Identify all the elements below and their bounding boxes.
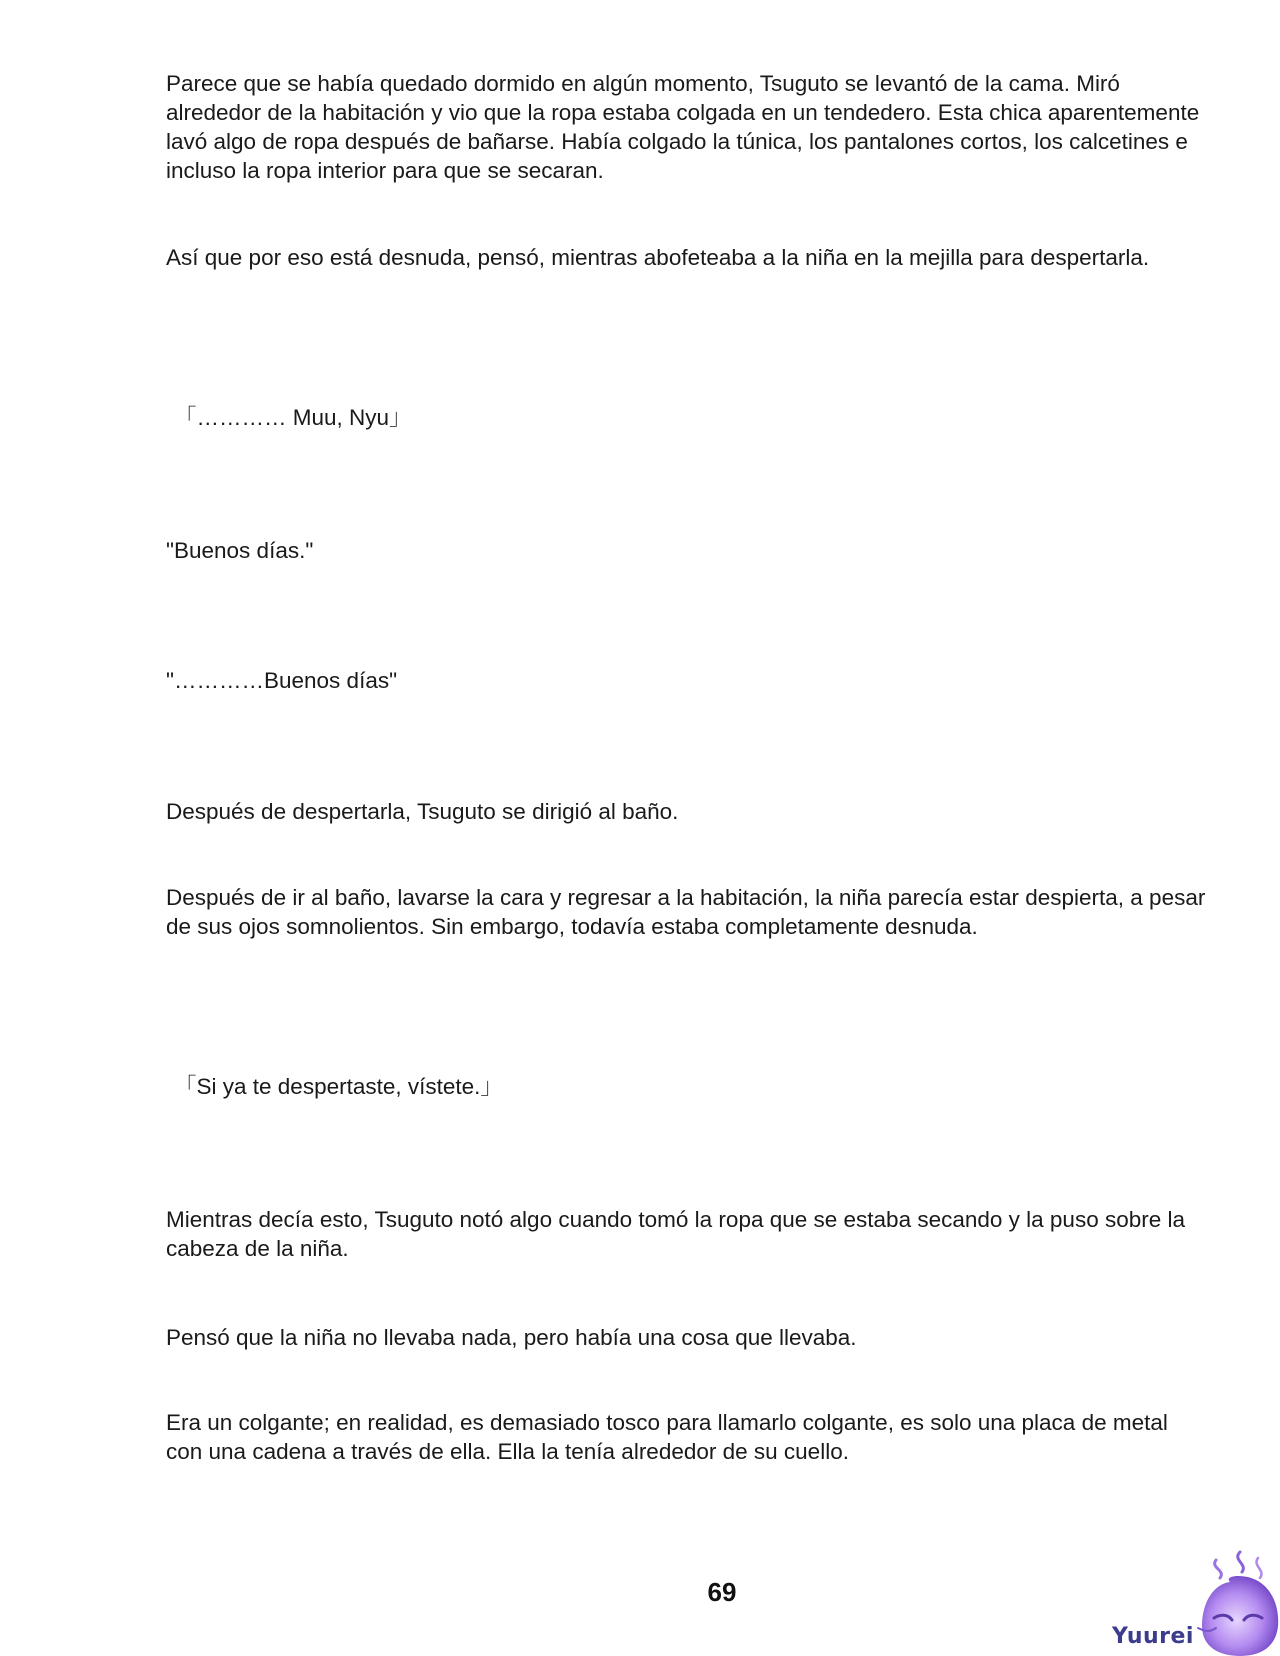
paragraph-3: Después de despertarla, Tsuguto se dirigió al baño. [166, 799, 679, 824]
dialogue-2: "Buenos días." [166, 538, 314, 563]
dialogue-3: "…………Buenos días" [166, 668, 398, 693]
dialogue-4: 「Si ya te despertaste, vístete.」 [174, 1074, 503, 1099]
paragraph-7: Era un colgante; en realidad, es demasiado tosco para llamarlo colgante, es solo una placa de metal con una cadena a través de ella. Ella la tenía alrededor de su cuello. [166, 1410, 1168, 1464]
watermark-text: Yuurei [1112, 1624, 1194, 1649]
paragraph-4: Después de ir al baño, lavarse la cara y regresar a la habitación, la niña parecía estar despierta, a pesar de sus ojos somnolientos. Sin embargo, todavía estaba completamente desnuda. [166, 885, 1206, 939]
paragraph-1: Parece que se había quedado dormido en algún momento, Tsuguto se levantó de la cama. Miró alrededor de la habitación y vio que la ropa estaba colgada en un tendedero. Esta chica aparentemente lavó algo de ropa después de bañarse. Había colgado la túnica, los pantalones cortos, los calcetines e incluso la ropa interior para que se secaran. [166, 71, 1200, 183]
paragraph-2: Así que por eso está desnuda, pensó, mientras abofeteaba a la niña en la mejilla para despertarla. [166, 245, 1150, 270]
paragraph-6: Pensó que la niña no llevaba nada, pero había una cosa que llevaba. [166, 1325, 857, 1350]
dialogue-1: 「………… Muu, Nyu」 [174, 405, 412, 430]
page-number: 69 [707, 1577, 737, 1607]
paragraph-5: Mientras decía esto, Tsuguto notó algo cuando tomó la ropa que se estaba secando y la puso sobre la cabeza de la niña. [166, 1207, 1186, 1261]
ghost-icon [1196, 1548, 1280, 1656]
watermark [1100, 1548, 1280, 1656]
